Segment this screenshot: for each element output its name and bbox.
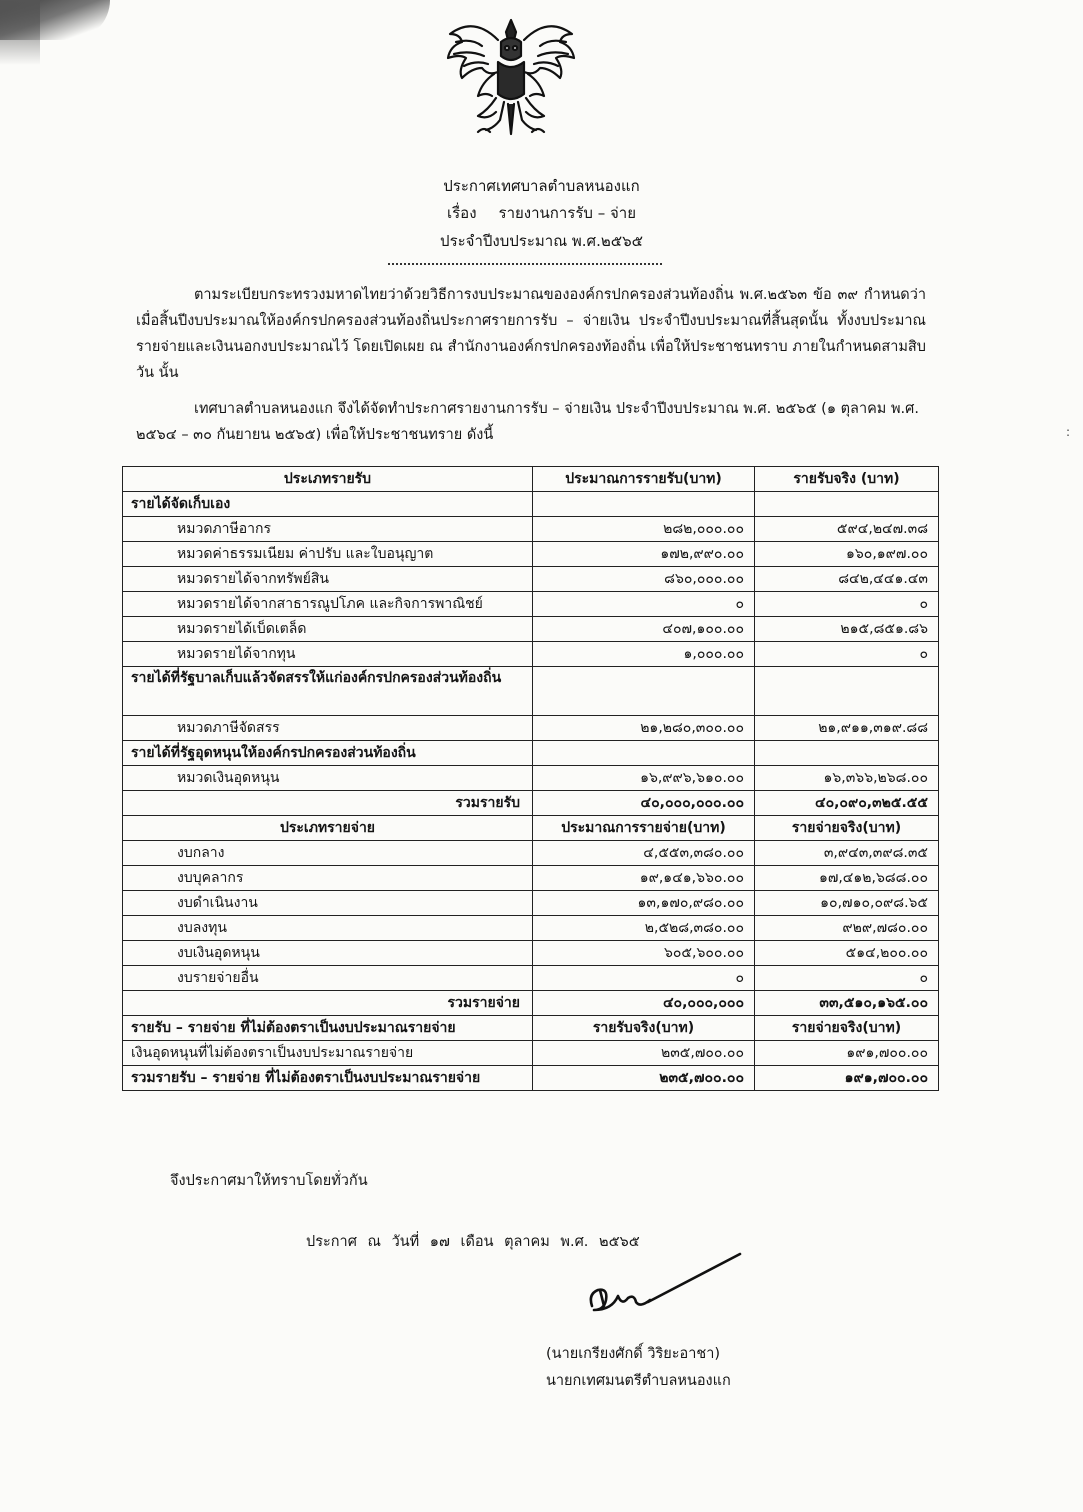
closing-statement: จึงประกาศมาให้ทราบโดยทั่วกัน: [170, 1173, 368, 1189]
row-label: หมวดรายได้จากทรัพย์สิน: [123, 567, 533, 592]
table-row: [123, 966, 939, 991]
estimate-cell: ๐: [533, 966, 755, 991]
dotted-divider: [388, 263, 662, 265]
expense-total-row: [123, 991, 939, 1016]
income-cell: ๒๓๕,๗๐๐.๐๐: [533, 1041, 755, 1066]
row-label: หมวดรายได้จากทุน: [123, 642, 533, 667]
table-row: [123, 617, 939, 642]
table-row: [123, 567, 939, 592]
total-actual: ๓๓,๕๑๐,๑๖๕.๐๐: [755, 991, 939, 1016]
row-label: หมวดเงินอุดหนุน: [123, 766, 533, 791]
actual-cell: ๓,๙๔๓,๓๙๘.๓๕: [755, 841, 939, 866]
body-paragraph-1: ตามระเบียบกระทรวงมหาดไทยว่าด้วยวิธีการงบประมาณขององค์กรปกครองส่วนท้องถิ่น พ.ศ.๒๕๖๓ ข้อ ๓๙ กำหนดว่า เมื่อสิ้นปีงบประมาณให้องค์กรปกครองส่วนท้องถิ่นประกาศรายการรับ – จ่ายเงิน ประจำปีงบประมาณที่สิ้นสุดนั้น ทั้งงบประมาณรายจ่ายและเงินนอกงบประมาณไว้ โดยเปิดเผย ณ สำนักงานองค์กรปกครองท้องถิ่น เพื่อให้ประชาชนทราบ ภายในกำหนดสามสิบวัน นั้น: [136, 287, 926, 381]
estimate-cell: ๒๘๒,๐๐๐.๐๐: [533, 517, 755, 542]
estimate-cell: ๑๓,๑๗๐,๙๘๐.๐๐: [533, 891, 755, 916]
income-group-label: รายได้จัดเก็บเอง: [123, 492, 533, 517]
actual-cell: ๑๖๐,๑๙๗.๐๐: [755, 542, 939, 567]
actual-cell: ๕๙๔,๒๔๗.๓๘: [755, 517, 939, 542]
estimate-cell: ๑,๐๐๐.๐๐: [533, 642, 755, 667]
row-label: หมวดค่าธรรมเนียม ค่าปรับ และใบอนุญาต: [123, 542, 533, 567]
income-total-row: [123, 791, 939, 816]
offbudget-header-row: [123, 1016, 939, 1041]
estimate-cell: ๐: [533, 592, 755, 617]
table-row: [123, 891, 939, 916]
table-header: รายรับ – รายจ่าย ที่ไม่ต้องตราเป็นงบประมาณรายจ่าย: [123, 1016, 533, 1041]
row-label: งบบุคลากร: [123, 866, 533, 891]
subject-label: เรื่อง: [447, 204, 477, 222]
table-header: ประมาณการรายจ่าย(บาท): [533, 816, 755, 841]
table-row: [123, 716, 939, 741]
table-row: [123, 866, 939, 891]
total-actual: ๔๐,๐๙๐,๓๒๕.๕๕: [755, 791, 939, 816]
table-row: [123, 1041, 939, 1066]
estimate-cell: ๔๐๗,๑๐๐.๐๐: [533, 617, 755, 642]
estimate-cell: ๑๙,๑๔๑,๖๖๐.๐๐: [533, 866, 755, 891]
scan-edge-shadow: [0, 0, 40, 65]
income-header-row: [123, 467, 939, 492]
estimate-cell: ๒,๕๒๘,๓๘๐.๐๐: [533, 916, 755, 941]
garuda-emblem-icon: [438, 12, 584, 142]
estimate-cell: ๒๑,๒๘๐,๓๐๐.๐๐: [533, 716, 755, 741]
table-header: รายรับจริง (บาท): [755, 467, 939, 492]
row-label: งบรายจ่ายอื่น: [123, 966, 533, 991]
expense-cell: ๑๙๑,๗๐๐.๐๐: [755, 1041, 939, 1066]
income-group-label: รายได้ที่รัฐอุดหนุนให้องค์กรปกครองส่วนท้องถิ่น: [123, 741, 533, 766]
row-label: หมวดรายได้เบ็ดเตล็ด: [123, 617, 533, 642]
actual-cell: ๐: [755, 966, 939, 991]
total-estimate: ๔๐,๐๐๐,๐๐๐: [533, 991, 755, 1016]
financial-report-table: [122, 466, 939, 1091]
actual-cell: ๒๑,๙๑๑,๓๑๙.๘๘: [755, 716, 939, 741]
row-label: งบกลาง: [123, 841, 533, 866]
actual-cell: ๒๑๕,๘๕๑.๘๖: [755, 617, 939, 642]
actual-cell: ๑๗,๔๑๒,๖๘๘.๐๐: [755, 866, 939, 891]
row-label: งบดำเนินงาน: [123, 891, 533, 916]
signer-title: นายกเทศมนตรีตำบลหนองแก: [546, 1373, 731, 1389]
actual-cell: ๑๖,๓๖๖,๒๖๘.๐๐: [755, 766, 939, 791]
total-label: รวมรายรับ: [123, 791, 533, 816]
offbudget-total-row: [123, 1066, 939, 1091]
table-row: [123, 766, 939, 791]
actual-cell: ๐: [755, 592, 939, 617]
handwritten-signature: [578, 1250, 748, 1322]
margin-mark: :: [1066, 425, 1071, 439]
income-group-row: [123, 741, 939, 766]
expense-header-row: [123, 816, 939, 841]
row-label: หมวดภาษีอากร: [123, 517, 533, 542]
row-label: งบลงทุน: [123, 916, 533, 941]
estimate-cell: ๔,๕๕๓,๓๘๐.๐๐: [533, 841, 755, 866]
table-row: [123, 642, 939, 667]
total-expense: ๑๙๑,๗๐๐.๐๐: [755, 1066, 939, 1091]
table-header: ประมาณการรายรับ(บาท): [533, 467, 755, 492]
table-row: [123, 916, 939, 941]
actual-cell: ๙๒๙,๗๘๐.๐๐: [755, 916, 939, 941]
row-label: เงินอุดหนุนที่ไม่ต้องตราเป็นงบประมาณรายจ่าย: [123, 1041, 533, 1066]
fiscal-year-line: ประจำปีงบประมาณ พ.ศ.๒๕๖๕: [440, 232, 643, 250]
estimate-cell: ๖๐๕,๖๐๐.๐๐: [533, 941, 755, 966]
table-row: [123, 542, 939, 567]
body-paragraph-2: เทศบาลตำบลหนองแก จึงได้จัดทำประกาศรายงานการรับ – จ่ายเงิน ประจำปีงบประมาณ พ.ศ. ๒๕๖๕ (๑ ตุลาคม พ.ศ. ๒๕๖๔ – ๓๐ กันยายน ๒๕๖๕) เพื่อให้ประชาชนทราย ดังนี้: [136, 401, 919, 443]
signer-name: (นายเกรียงศักดิ์ วิริยะอาชา): [546, 1346, 721, 1362]
actual-cell: ๕๑๔,๒๐๐.๐๐: [755, 941, 939, 966]
table-header: รายรับจริง(บาท): [533, 1016, 755, 1041]
table-header: ประเภทรายจ่าย: [123, 816, 533, 841]
announcement-title: ประกาศเทศบาลตำบลหนองแก: [443, 177, 640, 195]
income-group-label: รายได้ที่รัฐบาลเก็บแล้วจัดสรรให้แก่องค์กรปกครองส่วนท้องถิ่น: [123, 667, 533, 716]
actual-cell: ๘๔๒,๔๔๑.๔๓: [755, 567, 939, 592]
estimate-cell: ๑๖,๙๙๖,๖๑๐.๐๐: [533, 766, 755, 791]
row-label: งบเงินอุดหนุน: [123, 941, 533, 966]
total-label: รวมรายจ่าย: [123, 991, 533, 1016]
total-label: รวมรายรับ – รายจ่าย ที่ไม่ต้องตราเป็นงบประมาณรายจ่าย: [123, 1066, 533, 1091]
total-estimate: ๔๐,๐๐๐,๐๐๐.๐๐: [533, 791, 755, 816]
table-header: รายจ่ายจริง(บาท): [755, 816, 939, 841]
actual-cell: ๑๐,๗๑๐,๐๙๘.๖๕: [755, 891, 939, 916]
announcement-subject: [0, 201, 1083, 225]
subject-text: รายงานการรับ – จ่าย: [498, 204, 636, 222]
table-row: [123, 517, 939, 542]
estimate-cell: ๑๗๒,๙๙๐.๐๐: [533, 542, 755, 567]
table-header: ประเภทรายรับ: [123, 467, 533, 492]
income-group-row: [123, 667, 939, 716]
estimate-cell: ๘๖๐,๐๐๐.๐๐: [533, 567, 755, 592]
income-group-row: [123, 492, 939, 517]
row-label: หมวดภาษีจัดสรร: [123, 716, 533, 741]
table-header: รายจ่ายจริง(บาท): [755, 1016, 939, 1041]
table-row: [123, 941, 939, 966]
announcement-date: ประกาศ ณ วันที่ ๑๗ เดือน ตุลาคม พ.ศ. ๒๕๖๕: [306, 1234, 640, 1250]
total-income: ๒๓๕,๗๐๐.๐๐: [533, 1066, 755, 1091]
actual-cell: ๐: [755, 642, 939, 667]
table-row: [123, 592, 939, 617]
row-label: หมวดรายได้จากสาธารณูปโภค และกิจการพาณิชย์: [123, 592, 533, 617]
table-row: [123, 841, 939, 866]
